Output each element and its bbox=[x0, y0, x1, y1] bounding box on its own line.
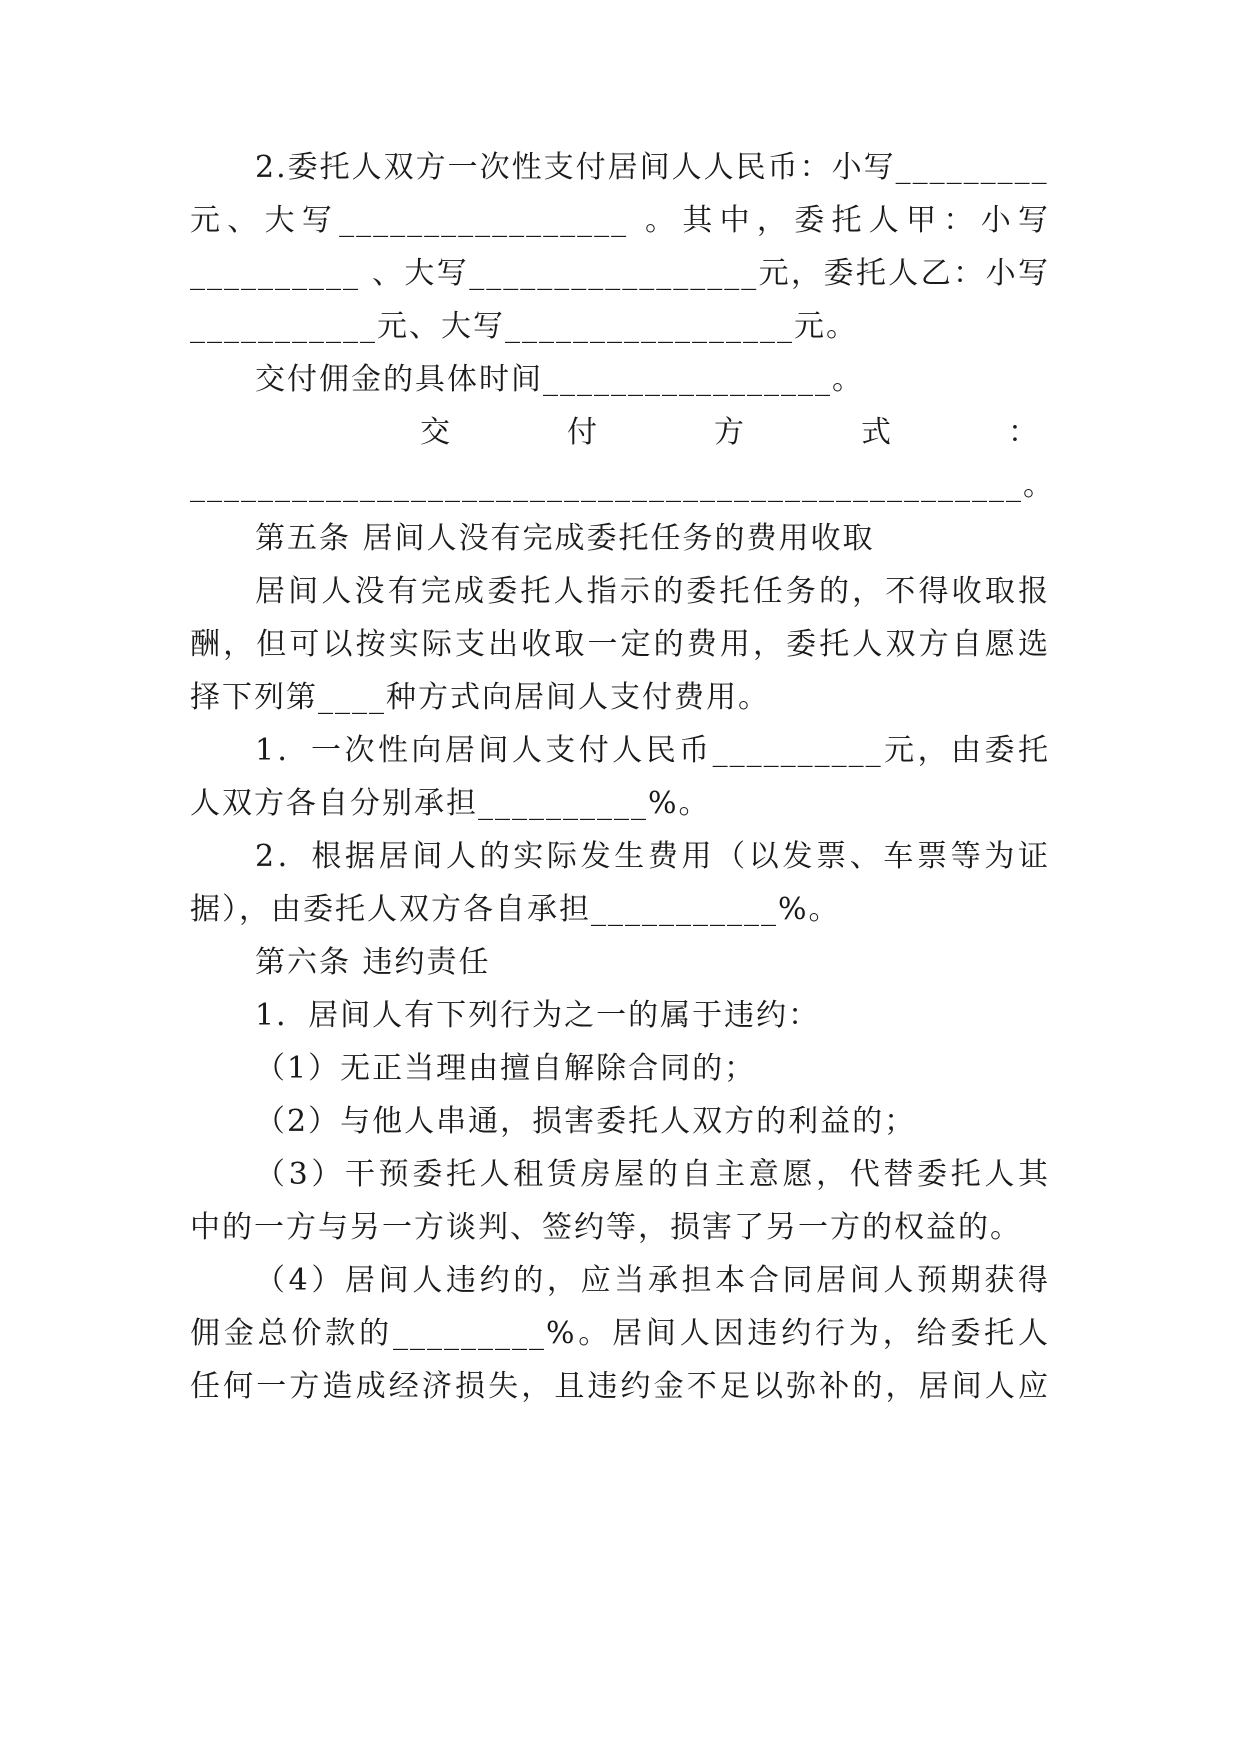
paragraph-line-fee-option-2-cont: 据），由委托人双方各自承担___________%。 bbox=[190, 892, 841, 927]
paragraph-line-article-five-3: 择下列第____种方式向居间人支付费用。 bbox=[190, 680, 770, 715]
paragraph-line-breach-intro: 1．居间人有下列行为之一的属于违约： bbox=[255, 998, 821, 1033]
paragraph-line-payment-capital: 元、大写_________________ 。其中，委托人甲：小写 bbox=[190, 203, 1050, 238]
list-item-breach-4-cont-2: 任何一方造成经济损失，且违约金不足以弥补的，居间人应 bbox=[190, 1369, 1050, 1404]
paragraph-line-payment-party-a: __________ 、大写_________________元，委托人乙：小写 bbox=[190, 256, 1050, 291]
article-five-heading: 第五条 居间人没有完成委托任务的费用收取 bbox=[255, 521, 875, 556]
paragraph-line-payment-method-blank: _________________________________________________。 bbox=[190, 468, 1055, 503]
paragraph-line-payment-method-label: 交 付 方 式 ： bbox=[420, 415, 1040, 450]
list-item-breach-4: （4）居间人违约的，应当承担本合同居间人预期获得 bbox=[255, 1263, 1050, 1298]
paragraph-line-fee-option-1: 1．一次性向居间人支付人民币__________元，由委托 bbox=[255, 733, 1050, 768]
paragraph-line-payment-total: 2.委托人双方一次性支付居间人人民币：小写_________ bbox=[255, 150, 1049, 185]
paragraph-line-fee-option-1-cont: 人双方各自分别承担__________%。 bbox=[190, 786, 711, 821]
paragraph-line-article-five-2: 酬，但可以按实际支出收取一定的费用，委托人双方自愿选 bbox=[190, 627, 1050, 662]
paragraph-line-payment-time: 交付佣金的具体时间_________________。 bbox=[255, 362, 864, 397]
paragraph-line-article-five-1: 居间人没有完成委托人指示的委托任务的，不得收取报 bbox=[255, 574, 1050, 609]
article-six-heading: 第六条 违约责任 bbox=[255, 945, 491, 980]
paragraph-line-fee-option-2: 2．根据居间人的实际发生费用（以发票、车票等为证 bbox=[255, 839, 1050, 874]
list-item-breach-2: （2）与他人串通，损害委托人双方的利益的； bbox=[255, 1104, 917, 1139]
list-item-breach-4-cont-1: 佣金总价款的_________%。居间人因违约行为，给委托人 bbox=[190, 1316, 1050, 1351]
list-item-breach-3-cont: 中的一方与另一方谈判、签约等，损害了另一方的权益的。 bbox=[190, 1210, 1022, 1245]
list-item-breach-1: （1）无正当理由擅自解除合同的； bbox=[255, 1051, 757, 1086]
paragraph-line-payment-party-b: ___________元、大写_________________元。 bbox=[190, 309, 858, 344]
list-item-breach-3: （3）干预委托人租赁房屋的自主意愿，代替委托人其 bbox=[255, 1157, 1050, 1192]
